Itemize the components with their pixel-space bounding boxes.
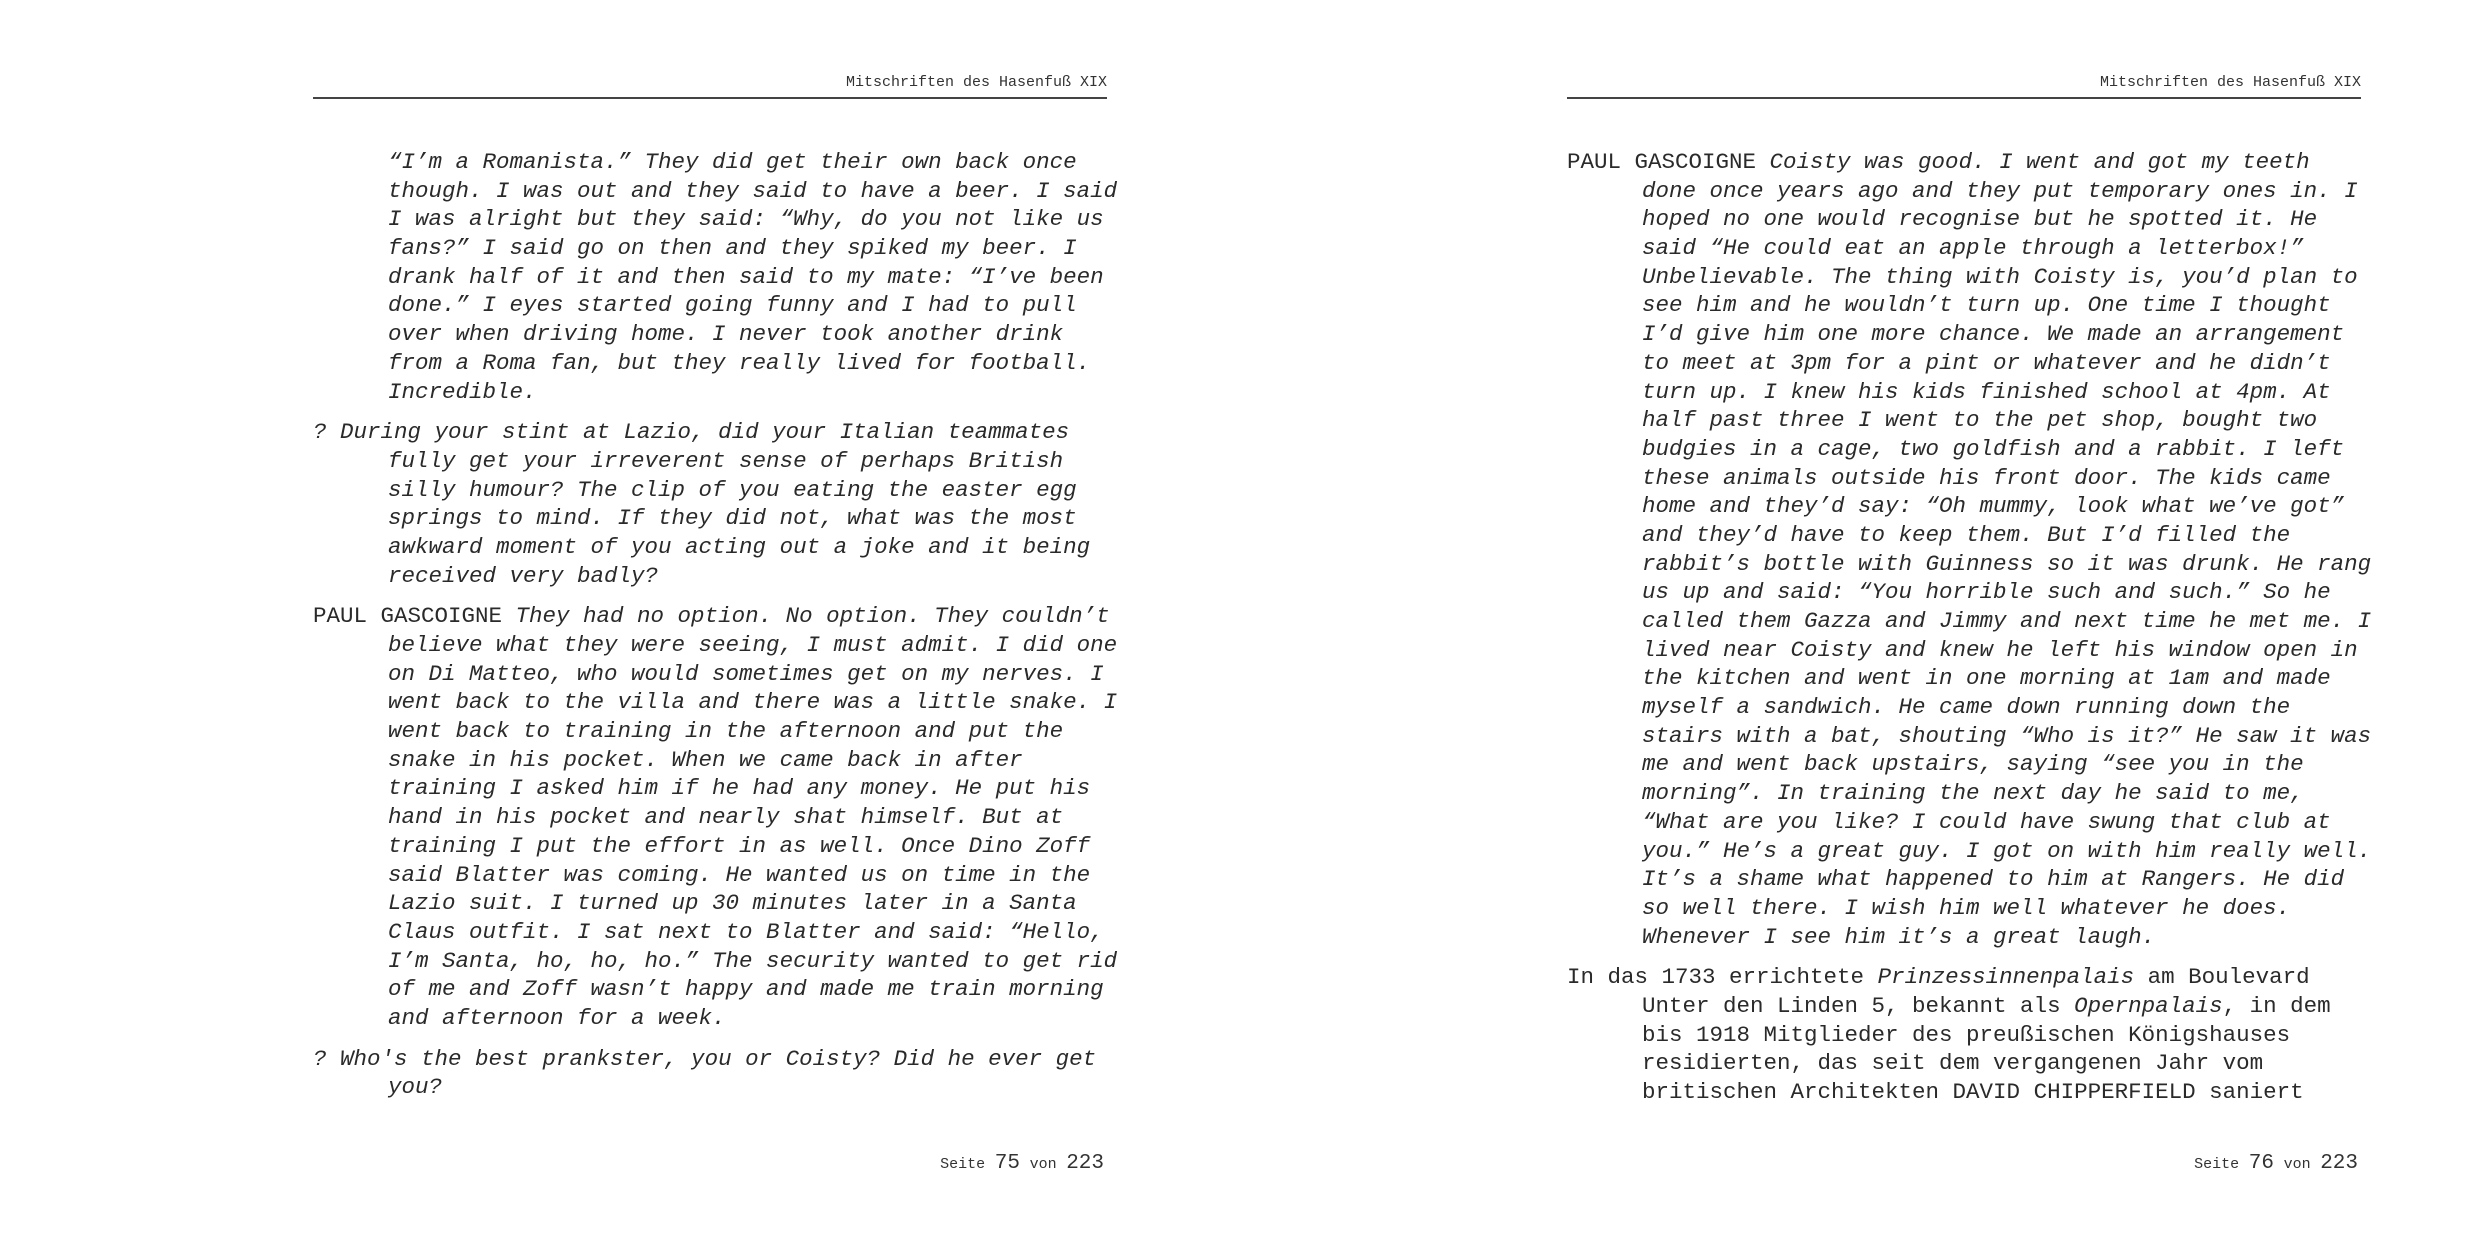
answer-text: Coisty was good. I went and got my teeth [1756,149,2310,175]
footer-prefix: Seite [940,1156,986,1173]
text-line: believe what they were seeing, I must admit. I did one [388,632,1118,658]
text-run: am Boulevard [2134,964,2310,991]
text-line: ? During your stint at Lazio, did your Italian teammates [313,419,1070,446]
text-line: and afternoon for a week. [388,1004,726,1031]
text-line: said “He could eat an apple through a letterbox!” [1642,235,2304,262]
text-line: you? [388,1074,443,1101]
text-line: us up and said: “You horrible such and such.” So he [1642,579,2331,606]
text-line [1567,992,2361,1021]
text-line: and they’d have to keep them. But I’d filled the [1642,521,2291,548]
right-page [1567,0,2372,1240]
text-line: you.” He’s a great guy. I got on with him really well. [1642,837,2372,864]
text-line [313,602,1110,631]
answer-continuation [313,148,1118,406]
question-paragraph [313,418,1107,590]
text-line: snake in his pocket. When we came back in after [388,746,1023,773]
text-run: Unter den Linden 5, bekannt als [1642,992,2075,1019]
text-line: fully get your irreverent sense of perhaps British [388,447,1064,474]
answer-paragraph [1567,148,2372,951]
text-line [1567,148,2361,177]
text-line: I’d give him one more chance. We made an arrangement [1642,321,2345,348]
text-line: see him and he wouldn’t turn up. One time I thought [1642,292,2331,319]
text-line: I was alright but they said: “Why, do you not like us [388,206,1104,233]
text-line: Whenever I see him it’s a great laugh. [1642,923,2156,950]
question-paragraph [313,1045,1107,1102]
text-line: training I put the effort in as well. Once Dino Zoff [388,832,1091,859]
text-line: Incredible. [388,378,537,405]
text-line: the kitchen and went in one morning at 1am and made [1642,665,2331,692]
text-run: Opernpalais [2074,992,2223,1019]
page-number: 76 [2248,1152,2274,1175]
page-number: 75 [994,1152,1020,1175]
left-page [313,0,1118,1240]
page-footer [2194,1152,2358,1175]
text-line: silly humour? The clip of you eating the easter egg [388,476,1077,503]
answer-paragraph [313,602,1118,1032]
text-line: home and they’d say: “Oh mummy, look what we’ve got” [1642,493,2345,520]
text-line: “What are you like? I could have swung that club at [1642,808,2331,835]
page-body [1567,148,2372,1119]
text-line: ? Who's the best prankster, you or Coisty? Did he ever get [313,1045,1097,1072]
text-line: said Blatter was coming. He wanted us on time in the [388,861,1091,888]
text-line: done once years ago and they put temporary ones in. I [1642,177,2358,204]
text-line: received very badly? [388,562,659,589]
running-header: Mitschriften des Hasenfuß XIX [2099,74,2361,91]
speaker-name: PAUL GASCOIGNE [1567,149,1757,175]
speaker-name: PAUL GASCOIGNE [313,603,503,630]
text-run: In das 1733 errichtete [1567,964,1878,991]
text-line: rabbit’s bottle with Guinness so it was drunk. He rang [1642,550,2372,577]
text-line: went back to the villa and there was a little snake. I [388,689,1118,716]
footer-of: von [1029,1156,1057,1173]
text-line: of me and Zoff wasn’t happy and made me train morning [388,976,1104,1003]
text-line: hoped no one would recognise but he spotted it. He [1642,206,2318,233]
running-header: Mitschriften des Hasenfuß XIX [845,74,1107,91]
text-line: went back to training in the afternoon and put the [388,718,1064,745]
footer-prefix: Seite [2194,1156,2240,1173]
text-line [1567,963,2361,992]
text-line: “I’m a Romanista.” They did get their own back once [388,149,1077,175]
text-line: on Di Matteo, who would sometimes get on my nerves. I [388,660,1104,687]
text-line: so well there. I wish him well whatever he does. [1642,894,2291,921]
page-total: 223 [1066,1152,1104,1175]
text-line: called them Gazza and Jimmy and next time he met me. I [1642,608,2372,634]
text-line: Claus outfit. I sat next to Blatter and said: “Hello, [388,918,1104,945]
text-line: fans?” I said go on then and they spiked my beer. I [388,235,1077,262]
footer-of: von [2283,1156,2311,1173]
page-total: 223 [2320,1152,2358,1175]
text-line: done.” I eyes started going funny and I had to pull [388,292,1077,319]
page-body [313,148,1118,1114]
text-line: myself a sandwich. He came down running down the [1642,694,2291,721]
body-paragraph [1567,963,2361,1106]
header-rule [313,97,1107,99]
text-line: drank half of it and then said to my mate: “I’ve been [388,263,1104,290]
text-line: training I asked him if he had any money. He put his [388,775,1091,802]
text-line: stairs with a bat, shouting “Who is it?” He saw it was [1642,722,2372,749]
text-run: Prinzessinnenpalais [1877,964,2135,991]
text-line: morning”. In training the next day he said to me, [1642,780,2304,807]
text-line: Unbelievable. The thing with Coisty is, you’d plan to [1642,263,2358,290]
answer-text: They had no option. No option. They couldn’t [502,603,1110,630]
text-line: over when driving home. I never took another drink [388,321,1064,348]
text-line: to meet at 3pm for a pint or whatever and he didn’t [1642,349,2331,376]
text-line: I’m Santa, ho, ho, ho.” The security wanted to get rid [388,947,1118,974]
text-line: me and went back upstairs, saying “see you in the [1642,751,2304,778]
header-rule [1567,97,2361,99]
text-line: residierten, das seit dem vergangenen Jahr vom [1642,1050,2264,1077]
text-line: lived near Coisty and knew he left his window open in [1642,636,2358,663]
text-line: though. I was out and they said to have a beer. I said [388,177,1118,204]
text-line: half past three I went to the pet shop, bought two [1642,407,2318,434]
text-line: britischen Architekten DAVID CHIPPERFIELD saniert [1642,1079,2304,1105]
text-line: from a Roma fan, but they really lived for football. [388,349,1091,376]
text-line: springs to mind. If they did not, what was the most [388,505,1077,532]
text-line: awkward moment of you acting out a joke and it being [388,533,1091,560]
text-line: Lazio suit. I turned up 30 minutes later in a Santa [388,890,1077,917]
text-line: hand in his pocket and nearly shat himself. But at [388,804,1064,831]
text-line: these animals outside his front door. The kids came [1642,464,2331,491]
text-line: turn up. I knew his kids finished school at 4pm. At [1642,378,2331,405]
text-run: , in dem [2222,992,2331,1019]
page-footer [940,1152,1104,1175]
text-line: budgies in a cage, two goldfish and a rabbit. I left [1642,435,2345,462]
text-line: bis 1918 Mitglieder des preußischen Königshauses [1642,1021,2291,1048]
text-line: It’s a shame what happened to him at Rangers. He did [1642,866,2345,893]
